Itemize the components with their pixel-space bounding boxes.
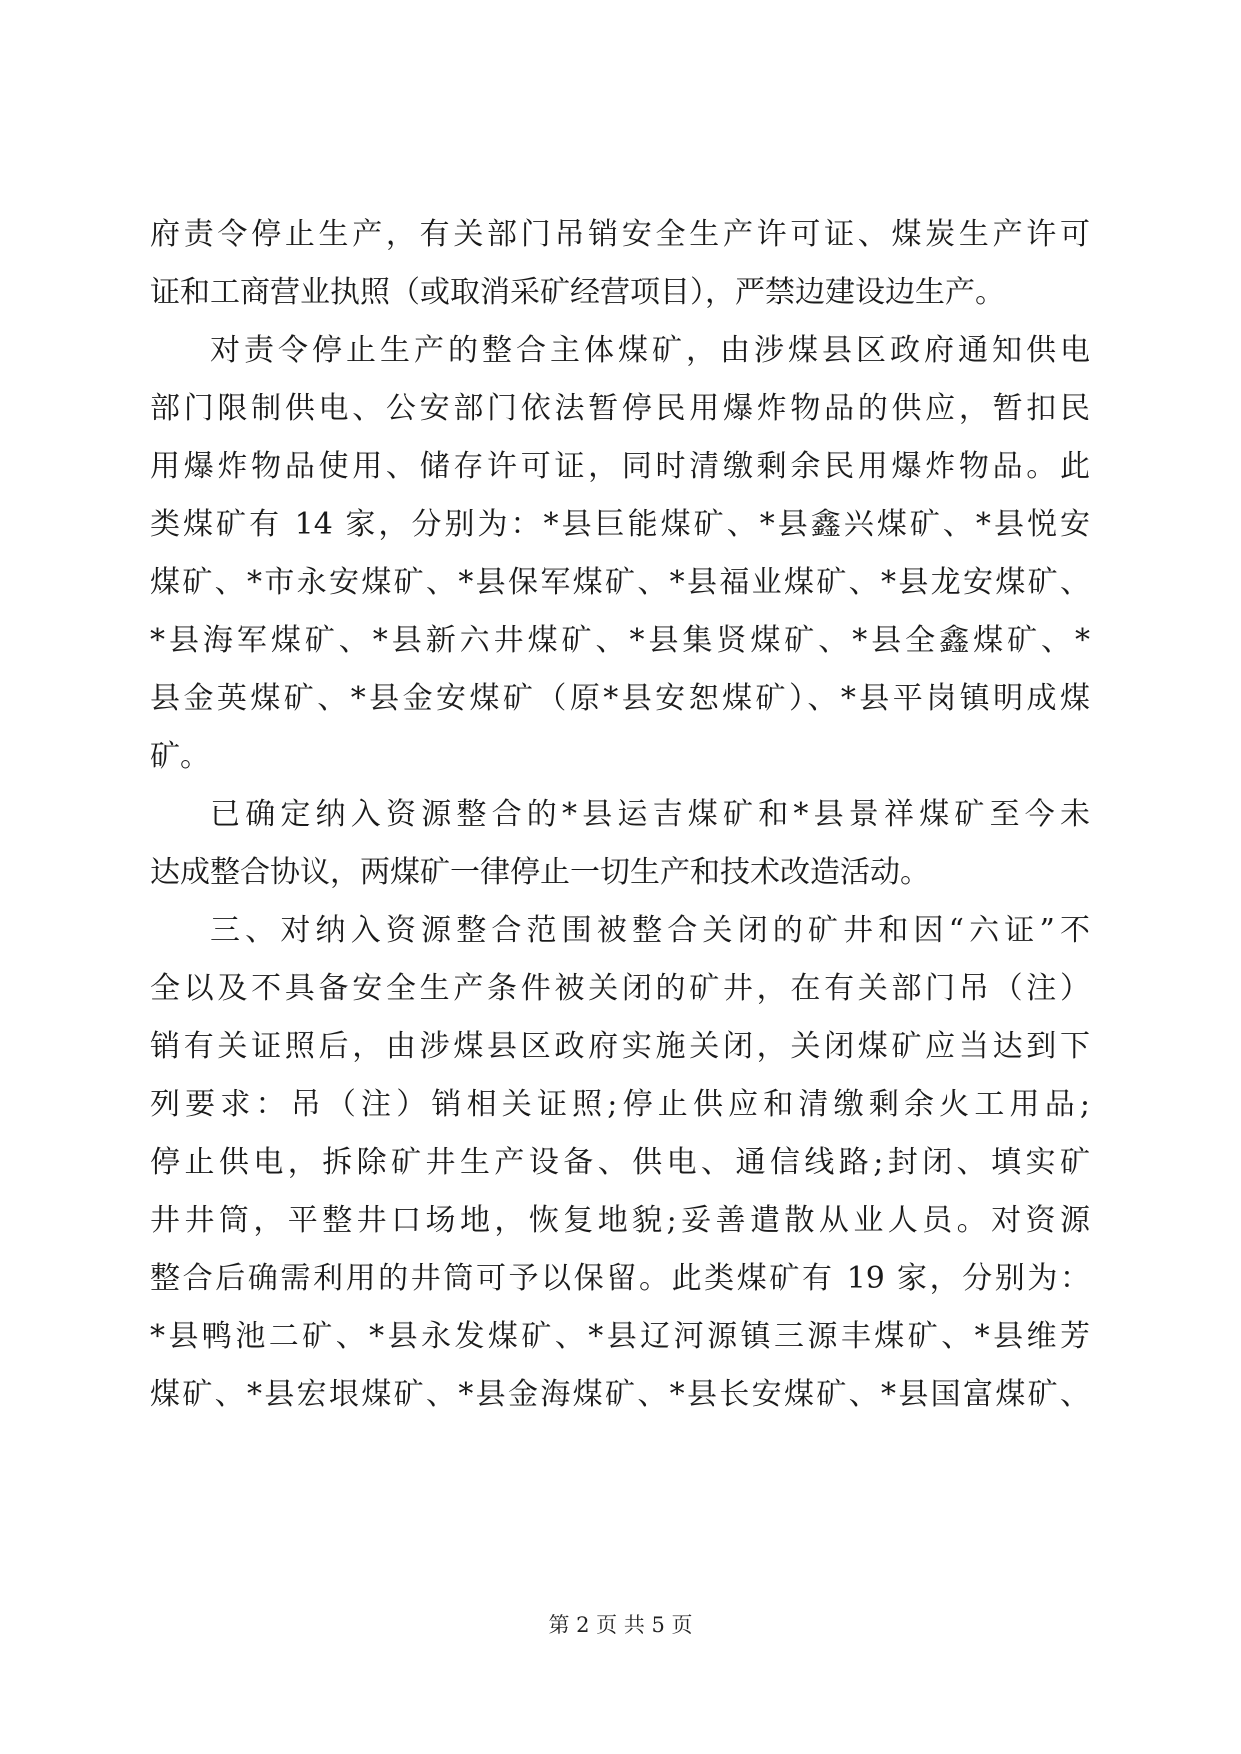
text-line: 县金英煤矿、*县金安煤矿（原*县安恕煤矿）、*县平岗镇明成煤 (150, 681, 1090, 716)
text-line: 部门限制供电、公安部门依法暂停民用爆炸物品的供应，暂扣民 (150, 391, 1090, 426)
text-line: *县鸭池二矿、*县永发煤矿、*县辽河源镇三源丰煤矿、*县维芳 (150, 1319, 1090, 1354)
paragraph-first-line: 对责令停止生产的整合主体煤矿，由涉煤县区政府通知供电 (210, 333, 1090, 368)
text-line: 井井筒，平整井口场地，恢复地貌;妥善遣散从业人员。对资源 (150, 1203, 1090, 1238)
text-line: 煤矿、*县宏垠煤矿、*县金海煤矿、*县长安煤矿、*县国富煤矿、 (150, 1377, 1090, 1412)
paragraph-first-line: 三、对纳入资源整合范围被整合关闭的矿井和因“六证”不 (210, 913, 1090, 948)
text-line: 矿。 (150, 739, 210, 774)
text-line: 类煤矿有 14 家，分别为：*县巨能煤矿、*县鑫兴煤矿、*县悦安 (150, 507, 1090, 542)
paragraph-first-line: 已确定纳入资源整合的*县运吉煤矿和*县景祥煤矿至今未 (210, 797, 1090, 832)
body-text (150, 206, 1090, 1424)
text-line: *县海军煤矿、*县新六井煤矿、*县集贤煤矿、*县全鑫煤矿、* (150, 623, 1090, 658)
text-line: 府责令停止生产，有关部门吊销安全生产许可证、煤炭生产许可 (150, 217, 1090, 252)
text-line: 销有关证照后，由涉煤县区政府实施关闭，关闭煤矿应当达到下 (150, 1029, 1090, 1064)
page-number-footer: 第 2 页 共 5 页 (548, 1613, 693, 1637)
text-line: 列要求：吊（注）销相关证照;停止供应和清缴剩余火工用品; (150, 1087, 1090, 1122)
text-line: 达成整合协议，两煤矿一律停止一切生产和技术改造活动。 (150, 855, 930, 890)
text-line: 整合后确需利用的井筒可予以保留。此类煤矿有 19 家，分别为： (150, 1261, 1090, 1296)
text-line: 煤矿、*市永安煤矿、*县保军煤矿、*县福业煤矿、*县龙安煤矿、 (150, 565, 1090, 600)
text-line: 停止供电，拆除矿井生产设备、供电、通信线路;封闭、填实矿 (150, 1145, 1090, 1180)
text-line: 用爆炸物品使用、储存许可证，同时清缴剩余民用爆炸物品。此 (150, 449, 1090, 484)
text-line: 全以及不具备安全生产条件被关闭的矿井，在有关部门吊（注） (150, 971, 1090, 1006)
text-line: 证和工商营业执照（或取消采矿经营项目），严禁边建设边生产。 (150, 275, 1005, 310)
